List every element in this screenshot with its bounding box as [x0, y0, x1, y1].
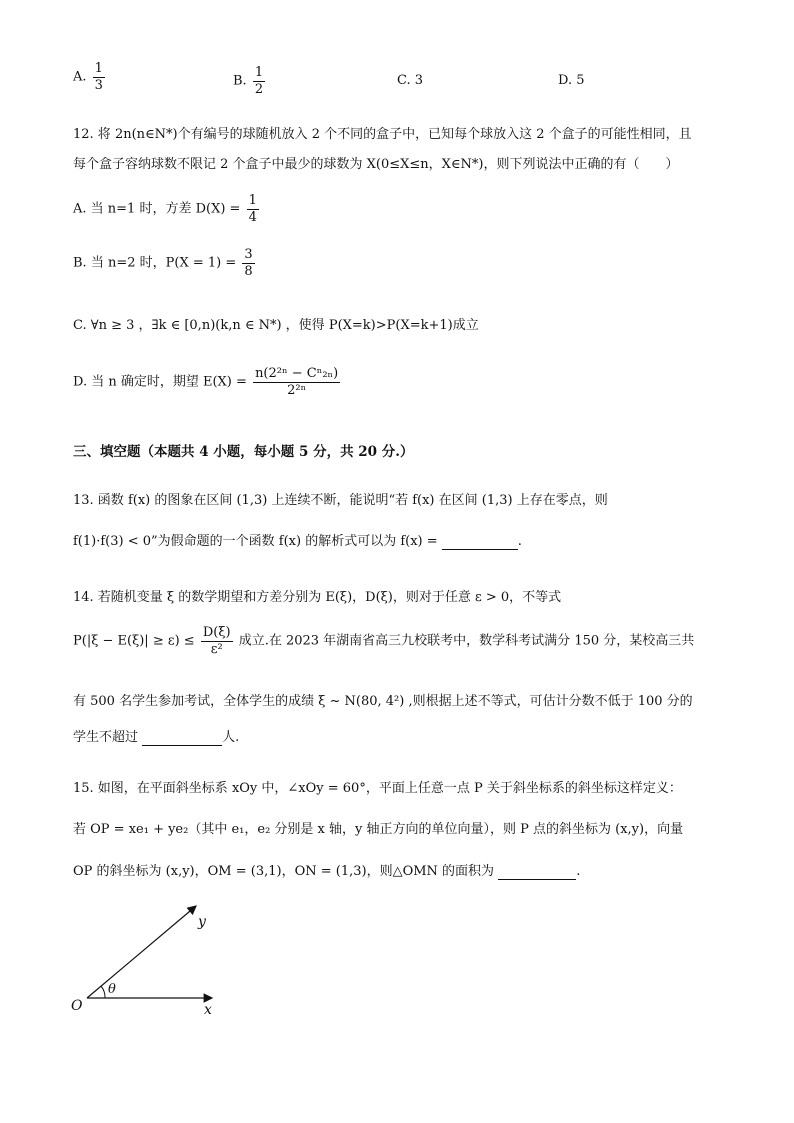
q14-line-3: 有 500 名学生参加考试，全体学生的成绩 ξ ~ N(80, 4²) ,则根据上述不等式，可估计分数不低于 100 分的 [73, 694, 693, 709]
q12-option-a [73, 194, 261, 224]
q12-option-b [73, 248, 257, 278]
q12-option-d [73, 367, 342, 397]
angle-label: θ [108, 982, 116, 997]
q12-line-2: 每个盒子容纳球数不限记 2 个盒子中最少的球数为 X(0≤X≤n，X∈N*)，则下列说法中正确的有（ ） [73, 157, 679, 172]
text: f(1)·f(3) < 0”为假命题的一个函数 f(x) 的解析式可以为 f(x) = [73, 534, 438, 549]
q12-line-1: 12. 将 2n(n∈N*)个有编号的球随机放入 2 个不同的盒子中，已知每个球放入这 2 个盒子的可能性相同，且 [73, 127, 692, 142]
text: 成立.在 2023 年湖南省高三九校联考中，数学科考试满分 150 分，某校高三共 [238, 633, 695, 649]
option-text: A. 当 n=1 时，方差 D(X) = [73, 201, 241, 217]
numerator: 1 [94, 61, 103, 76]
angle-arc [101, 986, 105, 998]
q13-line-2 [73, 530, 522, 550]
q11-option-a [73, 62, 107, 92]
denominator: 3 [94, 77, 103, 93]
q15-line-3 [73, 860, 580, 880]
denominator: 8 [244, 263, 253, 279]
numerator: 1 [254, 65, 264, 80]
q15-line-2: 若 OP = xe₁ + ye₂（其中 e₁，e₂ 分别是 x 轴，y 轴正方向的单位向量），则 P 点的斜坐标为 (x,y)，向量 [73, 822, 684, 837]
fraction [242, 248, 254, 278]
answer-blank[interactable] [142, 730, 222, 746]
q14-line-4 [73, 726, 239, 746]
q12-option-c: C. ∀n ≥ 3 ，∃k ∈ [0,n)(k,n ∈ N*) ，使得 P(X=k)>P(X=k+1)成立 [73, 318, 479, 333]
fraction [93, 62, 105, 92]
q14-line-2 [73, 626, 694, 656]
y-axis-label: y [198, 914, 206, 930]
denominator: 2²ⁿ [287, 382, 307, 398]
q11-option-d: D. 5 [558, 73, 585, 88]
denominator: 4 [248, 209, 257, 225]
text: 学生不超过 [73, 730, 139, 745]
answer-blank[interactable] [498, 864, 576, 880]
y-axis [87, 906, 196, 998]
option-text: D. 当 n 确定时，期望 E(X) = [73, 374, 247, 390]
fraction [247, 194, 259, 224]
oblique-axes-figure [60, 900, 230, 1025]
q11-option-c: C. 3 [397, 73, 424, 88]
fraction [201, 626, 233, 656]
numerator: 3 [244, 247, 253, 262]
text: OP 的斜坐标为 (x,y)，OM = (3,1)，ON = (1,3)，则△OMN 的面积为 [73, 864, 495, 879]
text: . [517, 534, 522, 549]
q13-line-1: 13. 函数 f(x) 的图象在区间 (1,3) 上连续不断，能说明“若 f(x) 在区间 (1,3) 上存在零点，则 [73, 493, 608, 508]
answer-blank[interactable] [442, 534, 518, 550]
origin-label: O [71, 998, 83, 1014]
denominator: ε² [210, 641, 223, 657]
fraction [253, 367, 340, 397]
text: P(|ξ − E(ξ)| ≥ ε) ≤ [73, 633, 195, 649]
denominator: 2 [254, 81, 264, 97]
numerator: n(2²ⁿ − Cⁿ₂ₙ) [255, 366, 339, 381]
q11-option-b [233, 66, 267, 96]
option-label: B. [233, 73, 247, 89]
text: 人. [222, 730, 240, 745]
x-axis-label: x [204, 1002, 212, 1018]
q15-line-1: 15. 如图，在平面斜坐标系 xOy 中，∠xOy = 60°，平面上任意一点 P 关于斜坐标系的斜坐标这样定义： [73, 781, 682, 796]
numerator: D(ξ) [202, 625, 231, 640]
q14-line-1: 14. 若随机变量 ξ 的数学期望和方差分别为 E(ξ)，D(ξ)，则对于任意 ε > 0，不等式 [73, 590, 562, 605]
option-label: A. [73, 69, 87, 85]
text: . [576, 864, 581, 879]
numerator: 1 [248, 193, 257, 208]
option-text: B. 当 n=2 时，P(X = 1) = [73, 255, 237, 271]
fraction [253, 66, 265, 96]
section-title: 三、填空题（本题共 4 小题，每小题 5 分，共 20 分.） [73, 444, 414, 460]
